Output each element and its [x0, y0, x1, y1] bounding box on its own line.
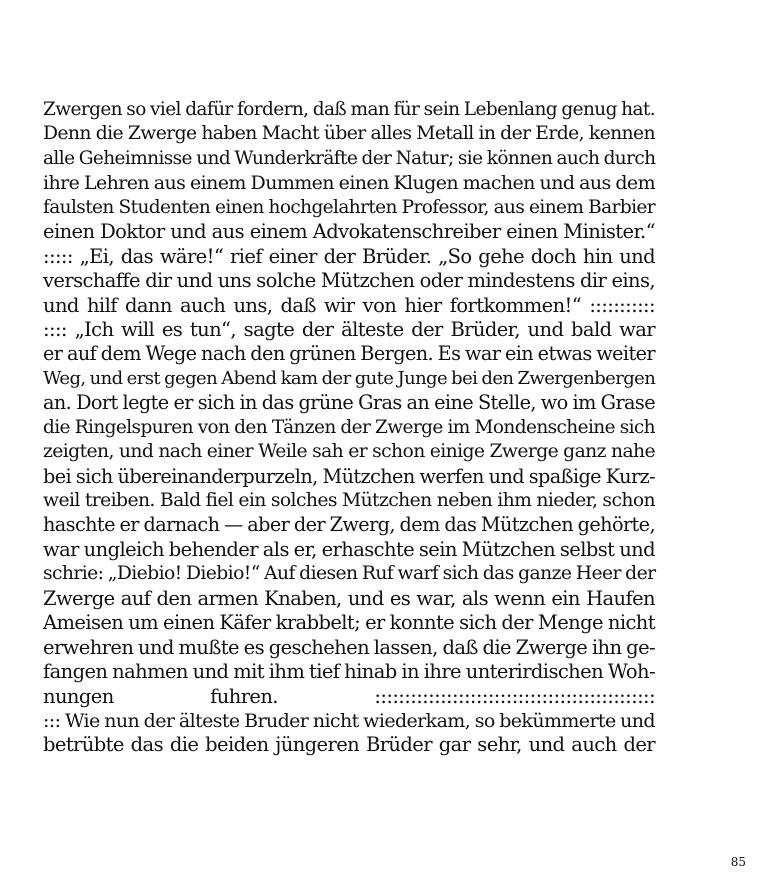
- text-line: ihre Lehren aus einem Dummen einen Klugen machen und aus dem: [43, 172, 655, 195]
- text-line: nungen fuhren. :::::::::::::::::::::::::::::::::::::::::::::::: [43, 684, 655, 708]
- text-line: ::::: „Ei, das wäre!“ rief einer der Brüder. „So gehe doch hin und: [43, 244, 655, 268]
- text-line: verschaffe dir und uns solche Mützchen oder mindestens dir eins,: [43, 269, 655, 293]
- text-line: er auf dem Wege nach den grünen Bergen. Es war ein etwas weiter: [43, 342, 655, 366]
- text-line: war ungleich behender als er, erhaschte sein Mützchen selbst und: [43, 537, 655, 561]
- body-text: [43, 98, 655, 758]
- text-line: Zwergen so viel dafür fordern, daß man für sein Lebenlang genug hat.: [43, 99, 655, 120]
- text-line: Weg, und erst gegen Abend kam der gute Junge bei den Zwergenbergen: [43, 367, 656, 389]
- text-line: faulsten Studenten einen hochgelahrten Professor, aus einem Barbier: [43, 196, 655, 218]
- text-line: und hilf dann auch uns, daß wir von hier fortkommen!“ :::::::::::: [43, 293, 655, 317]
- text-line: :::: „Ich will es tun“, sagte der älteste der Brüder, und bald war: [43, 317, 655, 341]
- text-line: alle Geheimnisse und Wunderkräfte der Natur; sie können auch durch: [43, 147, 656, 169]
- text-line: einen Doktor und aus einem Advokatenschreiber einen Minister.“: [43, 220, 655, 244]
- text-line: erwehren und mußte es geschehen lassen, daß die Zwerge ihn ge-: [43, 635, 655, 659]
- text-line: bei sich übereinanderpurzeln, Mützchen werfen und spaßige Kurz-: [43, 464, 655, 488]
- page-number: 85: [730, 855, 746, 869]
- text-line: weil treiben. Bald fiel ein solches Mützchen neben ihm nieder, schon: [43, 490, 655, 511]
- text-line: die Ringelspuren von den Tänzen der Zwerge im Mondenscheine sich: [43, 416, 655, 438]
- text-line: haschte er darnach — aber der Zwerg, dem das Mützchen gehörte,: [43, 513, 655, 537]
- text-line: Ameisen um einen Käfer krabbelt; er konnte sich der Menge nicht: [43, 611, 655, 635]
- text-line: zeigten, und nach einer Weile sah er schon einige Zwerge ganz nahe: [43, 441, 655, 463]
- text-line: fangen nahmen und mit ihm tief hinab in ihre unterirdischen Woh-: [43, 660, 655, 684]
- text-line: ::: Wie nun der älteste Bruder nicht wiederkam, so bekümmerte und: [43, 709, 655, 732]
- text-line: an. Dort legte er sich in das grüne Gras an eine Stelle, wo im Grase: [43, 391, 655, 415]
- text-line: schrie: „Diebio! Diebio!“ Auf diesen Ruf warf sich das ganze Heer der: [43, 563, 656, 585]
- text-line: Zwerge auf den armen Knaben, und es war, als wenn ein Haufen: [43, 586, 655, 610]
- text-line: betrübte das die beiden jüngeren Brüder gar sehr, und auch der: [43, 733, 655, 757]
- text-line: Denn die Zwerge haben Macht über alles Metall in der Erde, kennen: [43, 123, 655, 145]
